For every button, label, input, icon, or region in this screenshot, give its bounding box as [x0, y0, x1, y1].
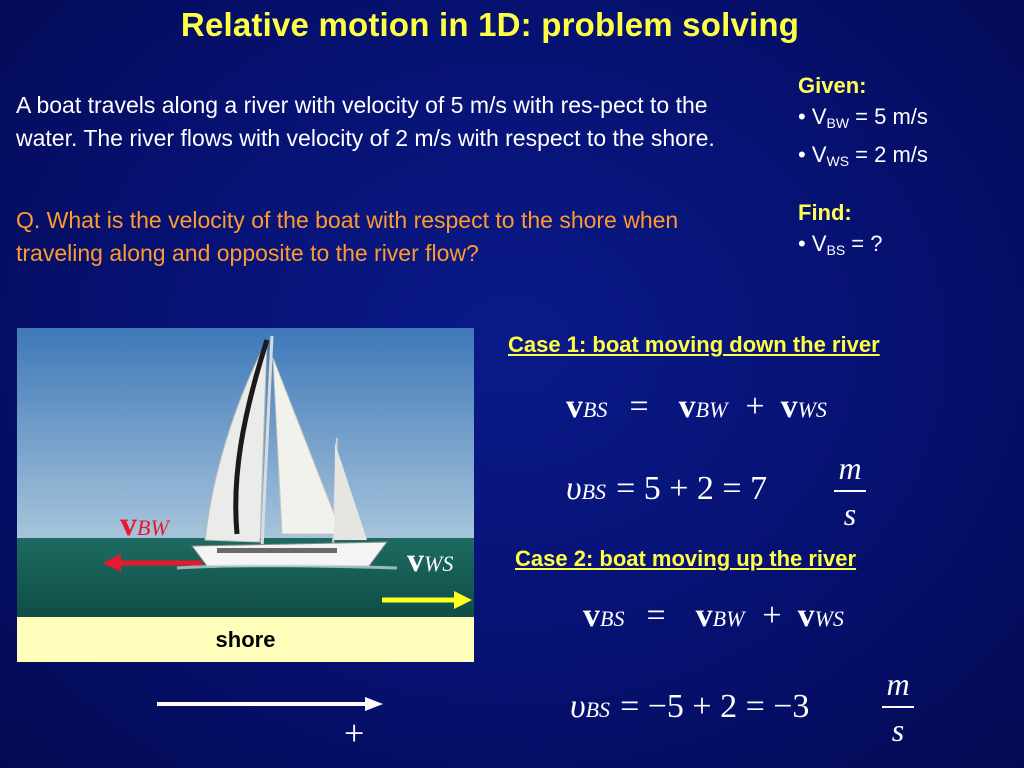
eq-vector-symbol: v: [583, 597, 600, 634]
given-item: [798, 139, 928, 177]
unit-denominator: s: [843, 496, 857, 532]
eq-speed-symbol: υ: [566, 470, 582, 507]
eq-vector-symbol: v: [695, 597, 713, 634]
vbw-subscript: BW: [137, 515, 169, 540]
positive-direction-arrow: [155, 694, 385, 714]
eq-equals: =: [629, 388, 649, 425]
unit-numerator: m: [886, 666, 910, 702]
given-item: [798, 101, 928, 139]
eq-vector-symbol: v: [678, 388, 696, 425]
find-block: [798, 197, 883, 266]
case2-unit-fraction: [880, 668, 916, 746]
case1-vector-equation: [566, 388, 827, 426]
eq-subscript: BS: [581, 479, 607, 504]
vws-symbol: v: [407, 542, 424, 579]
case1-unit-fraction: [832, 452, 868, 530]
eq-speed-symbol: υ: [570, 688, 586, 725]
problem-statement: A boat travels along a river with velocity of 5 m/s with res-pect to the water. The river flows with velocity of 2 m/s with respect to the shore.: [16, 92, 715, 151]
find-heading: Find:: [798, 200, 852, 225]
eq-plus: +: [762, 597, 782, 634]
vbw-symbol: v: [120, 506, 137, 543]
eq-equals: =: [646, 597, 666, 634]
shore-band: [17, 617, 474, 662]
shore-label: shore: [215, 626, 276, 652]
eq-subscript: BS: [600, 606, 625, 631]
slide-title: Relative motion in 1D: problem solving: [180, 6, 800, 43]
given-block: [798, 70, 928, 177]
vws-label: [407, 542, 453, 580]
vws-subscript: WS: [424, 551, 454, 576]
case1-scalar-equation: [566, 470, 767, 508]
eq-subscript: BW: [712, 606, 745, 631]
find-item-label: • V: [798, 231, 827, 256]
find-item-sub: BS: [826, 242, 846, 258]
eq-vector-symbol: v: [780, 388, 798, 425]
sailboat-photo: [17, 328, 474, 618]
question-text: Q. What is the velocity of the boat with respect to the shore when traveling along and opposite to the river flow?: [16, 207, 679, 266]
eq-plus: +: [745, 388, 765, 425]
case2-vector-equation: [583, 597, 844, 635]
find-item-value: = ?: [845, 231, 883, 256]
eq-subscript: BS: [583, 397, 608, 422]
given-item-value: = 2 m/s: [849, 142, 928, 167]
eq-subscript: WS: [797, 397, 827, 422]
given-heading: Given:: [798, 73, 867, 98]
eq-subscript: WS: [814, 606, 844, 631]
eq-subscript: BS: [585, 697, 611, 722]
sailboat-illustration: [17, 328, 474, 618]
vbw-label: [120, 506, 169, 544]
case1-title: Case 1: boat moving down the river: [508, 332, 880, 357]
given-item-sub: BW: [826, 115, 850, 131]
case2-title: Case 2: boat moving up the river: [515, 546, 857, 571]
eq-vector-symbol: v: [566, 388, 583, 425]
eq-expression: = 5 + 2 = 7: [616, 470, 768, 507]
eq-vector-symbol: v: [797, 597, 815, 634]
positive-direction-sign: +: [344, 713, 365, 753]
eq-expression: = −5 + 2 = −3: [620, 688, 810, 725]
given-item-label: • V: [798, 142, 827, 167]
given-item-label: • V: [798, 104, 827, 129]
given-item-sub: WS: [826, 153, 850, 169]
vws-arrow: [380, 588, 475, 612]
eq-subscript: BW: [695, 397, 728, 422]
given-item-value: = 5 m/s: [849, 104, 928, 129]
find-item: [798, 228, 883, 266]
unit-denominator: s: [891, 712, 905, 748]
case2-scalar-equation: [570, 688, 809, 726]
unit-numerator: m: [838, 450, 862, 486]
